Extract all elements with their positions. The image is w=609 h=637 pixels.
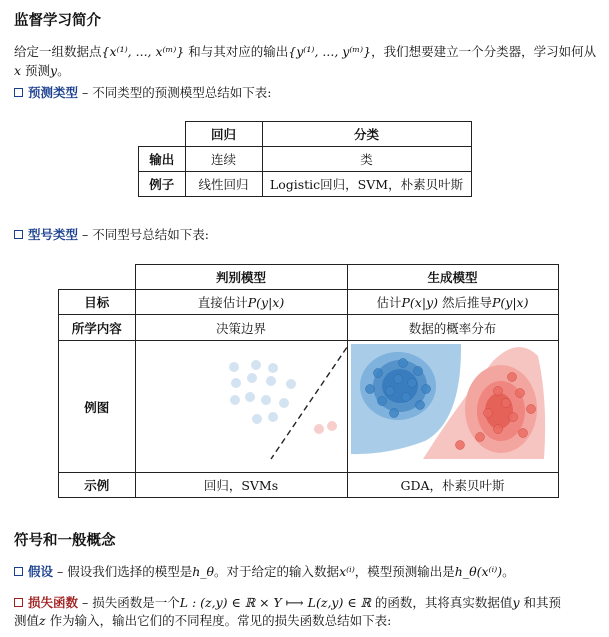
cell-output-regression: 连续 [185,147,262,172]
header-discriminative: 判别模型 [135,265,347,290]
cell-goal-generative: 估计P(x|y) 然后推导P(y|x) [347,290,558,315]
square-bullet-icon [14,88,23,97]
header-classification: 分类 [262,122,471,147]
row-label-learned: 所学内容 [59,315,136,341]
loss-bullet-line2: 测值z 作为输入，输出它们的不同程度。常见的损失函数总结如下表: [14,613,392,628]
cell-learned-discriminative: 决策边界 [135,315,347,341]
square-bullet-icon [14,598,23,607]
prediction-types-label: 预测类型 [28,85,79,100]
row-label-examples: 示例 [59,473,136,498]
loss-label: 损失函数 [28,595,79,610]
square-bullet-icon [14,567,23,576]
cell-example-regression: 线性回归 [185,172,262,197]
cell-output-classification: 类 [262,147,471,172]
cell-examples-generative: GDA，朴素贝叶斯 [347,473,558,498]
hypothesis-bullet: 假设 – 假设我们选择的模型是h_θ。对于给定的输入数据x⁽ⁱ⁾，模型预测输出是h_θ(x⁽ⁱ⁾)。 [14,563,515,581]
header-regression: 回归 [185,122,262,147]
header-generative: 生成模型 [347,265,558,290]
intro-paragraph: 给定一组数据点{x⁽¹⁾, ..., x⁽ᵐ⁾} 和与其对应的输出{y⁽¹⁾, ..., y⁽ᵐ⁾}，我们想要建立一个分类器，学习如何从x 预测y。 [14,44,597,78]
cell-goal-discriminative: 直接估计P(y|x) [135,290,347,315]
prediction-types-bullet: 预测类型 – 不同类型的预测模型总结如下表: [14,84,271,102]
prediction-types-table [138,121,472,197]
hypothesis-label: 假设 [28,564,54,579]
model-types-label: 型号类型 [28,227,79,242]
row-label-output: 输出 [139,147,186,172]
cell-examples-discriminative: 回归，SVMs [135,473,347,498]
loss-bullet-line1: 损失函数 – 损失函数是一个L : (z,y) ∈ ℝ × Y ⟼ L(z,y) ∈ ℝ 的函数，其将真实数据值y 和其预 [14,594,561,612]
cell-learned-generative: 数据的概率分布 [347,315,558,341]
square-bullet-icon [14,230,23,239]
cell-figure-discriminative [135,341,347,473]
model-types-bullet: 型号类型 – 不同型号总结如下表: [14,226,209,244]
generative-figure [348,341,558,469]
cell-figure-generative [347,341,558,473]
model-types-table [58,264,559,498]
discriminative-figure [136,341,347,469]
row-label-example: 例子 [139,172,186,197]
page-title: 监督学习简介 [14,13,101,29]
row-label-goal: 目标 [59,290,136,315]
row-label-figure: 例图 [59,341,136,473]
notation-title: 符号和一般概念 [14,533,116,549]
cell-example-classification: Logistic回归，SVM，朴素贝叶斯 [262,172,471,197]
